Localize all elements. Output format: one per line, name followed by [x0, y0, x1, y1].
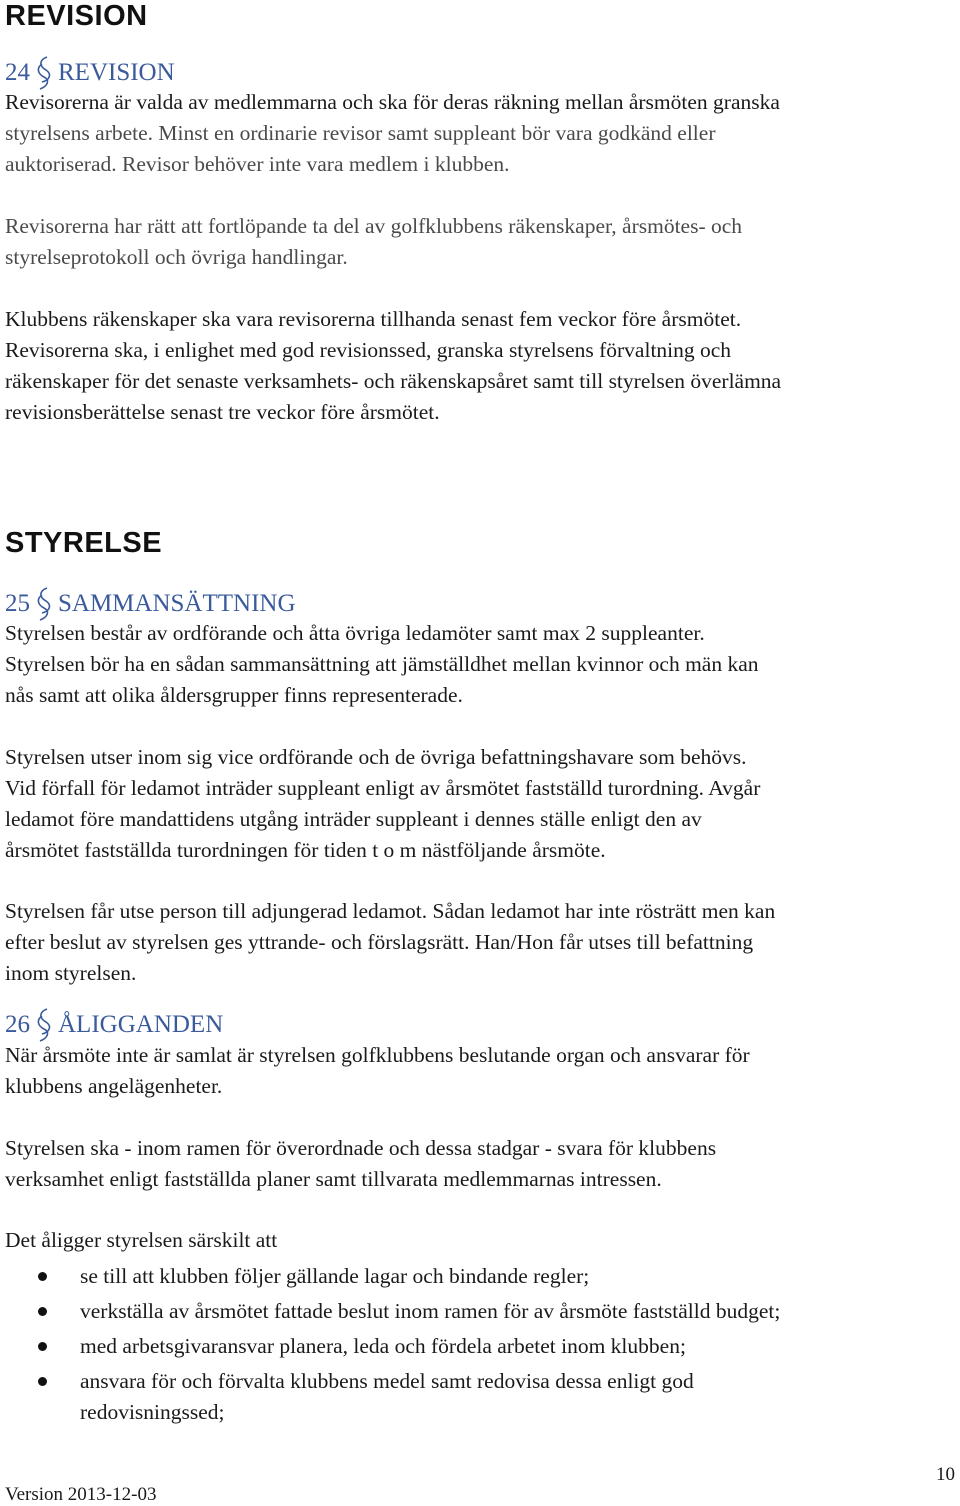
list-item-text: med arbetsgivaransvar planera, leda och fördela arbetet inom klubben; [80, 1334, 686, 1358]
bullet-icon [38, 1307, 47, 1316]
text-line: verksamhet enligt fastställda planer samt tillvarata medlemmarnas intressen. [5, 1167, 662, 1191]
list-item-text: verkställa av årsmötet fattade beslut inom ramen för av årsmöte fastställd budget; [80, 1299, 781, 1323]
duties-list [0, 1261, 780, 1432]
text-line: efter beslut av styrelsen ges yttrande- och förslagsrätt. Han/Hon får utses till befattning [5, 930, 754, 954]
section-number: 24 [5, 59, 30, 86]
section-title: ÅLIGGANDEN [58, 1011, 224, 1038]
heading-revision: REVISION [5, 0, 148, 32]
text-line: styrelseprotokoll och övriga handlingar. [5, 245, 348, 269]
paragraph-25a [5, 618, 759, 711]
paragraph-26b [5, 1133, 716, 1195]
list-item [0, 1331, 780, 1362]
paragraph-24b [5, 211, 742, 273]
section-24-heading [5, 56, 175, 90]
section-title: REVISION [58, 59, 175, 86]
section-sign-icon [36, 1008, 52, 1042]
list-item [0, 1366, 780, 1428]
text-line: Styrelsen ska - inom ramen för överordnade och dessa stadgar - svara för klubbens [5, 1136, 717, 1160]
text-line: ledamot före mandattidens utgång inträder suppleant i dennes ställe enligt den av [5, 807, 702, 831]
paragraph-25c [5, 896, 775, 989]
footer-version: Version 2013-12-03 [5, 1484, 157, 1505]
section-number: 26 [5, 1011, 30, 1038]
text-line: Styrelsen får utse person till adjungerad ledamot. Sådan ledamot har inte rösträtt men kan [5, 899, 776, 923]
list-item-text: ansvara för och förvalta klubbens medel samt redovisa dessa enligt god [80, 1369, 694, 1393]
text-line: Klubbens räkenskaper ska vara revisorerna tillhanda senast fem veckor före årsmötet. [5, 307, 742, 331]
heading-styrelse: STYRELSE [5, 527, 163, 559]
list-item-text: redovisningssed; [80, 1400, 225, 1424]
paragraph-26c [5, 1225, 277, 1256]
text-line: klubbens angelägenheter. [5, 1074, 223, 1098]
list-item-text: se till att klubben följer gällande lagar och bindande regler; [80, 1264, 590, 1288]
bullet-icon [38, 1377, 47, 1386]
text-line: inom styrelsen. [5, 961, 137, 985]
text-line: auktoriserad. Revisor behöver inte vara medlem i klubben. [5, 152, 510, 176]
section-number: 25 [5, 590, 30, 617]
list-item [0, 1296, 780, 1327]
paragraph-25b [5, 742, 760, 866]
text-line: räkenskaper för det senaste verksamhets- och räkenskapsåret samt till styrelsen överlämna [5, 369, 782, 393]
text-line: Styrelsen bör ha en sådan sammansättning att jämställdhet mellan kvinnor och män kan [5, 652, 759, 676]
section-26-heading [5, 1008, 223, 1042]
text-line: När årsmöte inte är samlat är styrelsen golfklubbens beslutande organ och ansvarar för [5, 1043, 750, 1067]
bullet-icon [38, 1272, 47, 1281]
text-line: Revisorerna ska, i enlighet med god revisionssed, granska styrelsens förvaltning och [5, 338, 732, 362]
text-line: Styrelsen utser inom sig vice ordförande och de övriga befattningshavare som behövs. [5, 745, 747, 769]
paragraph-24c [5, 304, 781, 428]
page-number: 10 [936, 1464, 955, 1485]
paragraph-26a [5, 1040, 750, 1102]
text-line: Revisorerna har rätt att fortlöpande ta del av golfklubbens räkenskaper, årsmötes- och [5, 214, 743, 238]
text-line: Vid förfall för ledamot inträder suppleant enligt av årsmötet fastställd turordning. Avgår [5, 776, 761, 800]
text-line: årsmötet fastställda turordningen för tiden t o m nästföljande årsmöte. [5, 838, 606, 862]
text-line: styrelsens arbete. Minst en ordinarie revisor samt suppleant bör vara godkänd eller [5, 121, 716, 145]
list-item [0, 1261, 780, 1292]
section-title: SAMMANSÄTTNING [58, 590, 296, 617]
text-line: Revisorerna är valda av medlemmarna och ska för deras räkning mellan årsmöten granska [5, 90, 780, 114]
bullet-icon [38, 1342, 47, 1351]
text-line: Styrelsen består av ordförande och åtta övriga ledamöter samt max 2 suppleanter. [5, 621, 705, 645]
section-25-heading [5, 587, 296, 621]
section-sign-icon [36, 56, 52, 90]
section-sign-icon [36, 587, 52, 621]
paragraph-24a [5, 87, 780, 180]
text-line: revisionsberättelse senast tre veckor före årsmötet. [5, 400, 440, 424]
text-line: Det åligger styrelsen särskilt att [5, 1228, 278, 1252]
text-line: nås samt att olika åldersgrupper finns representerade. [5, 683, 463, 707]
